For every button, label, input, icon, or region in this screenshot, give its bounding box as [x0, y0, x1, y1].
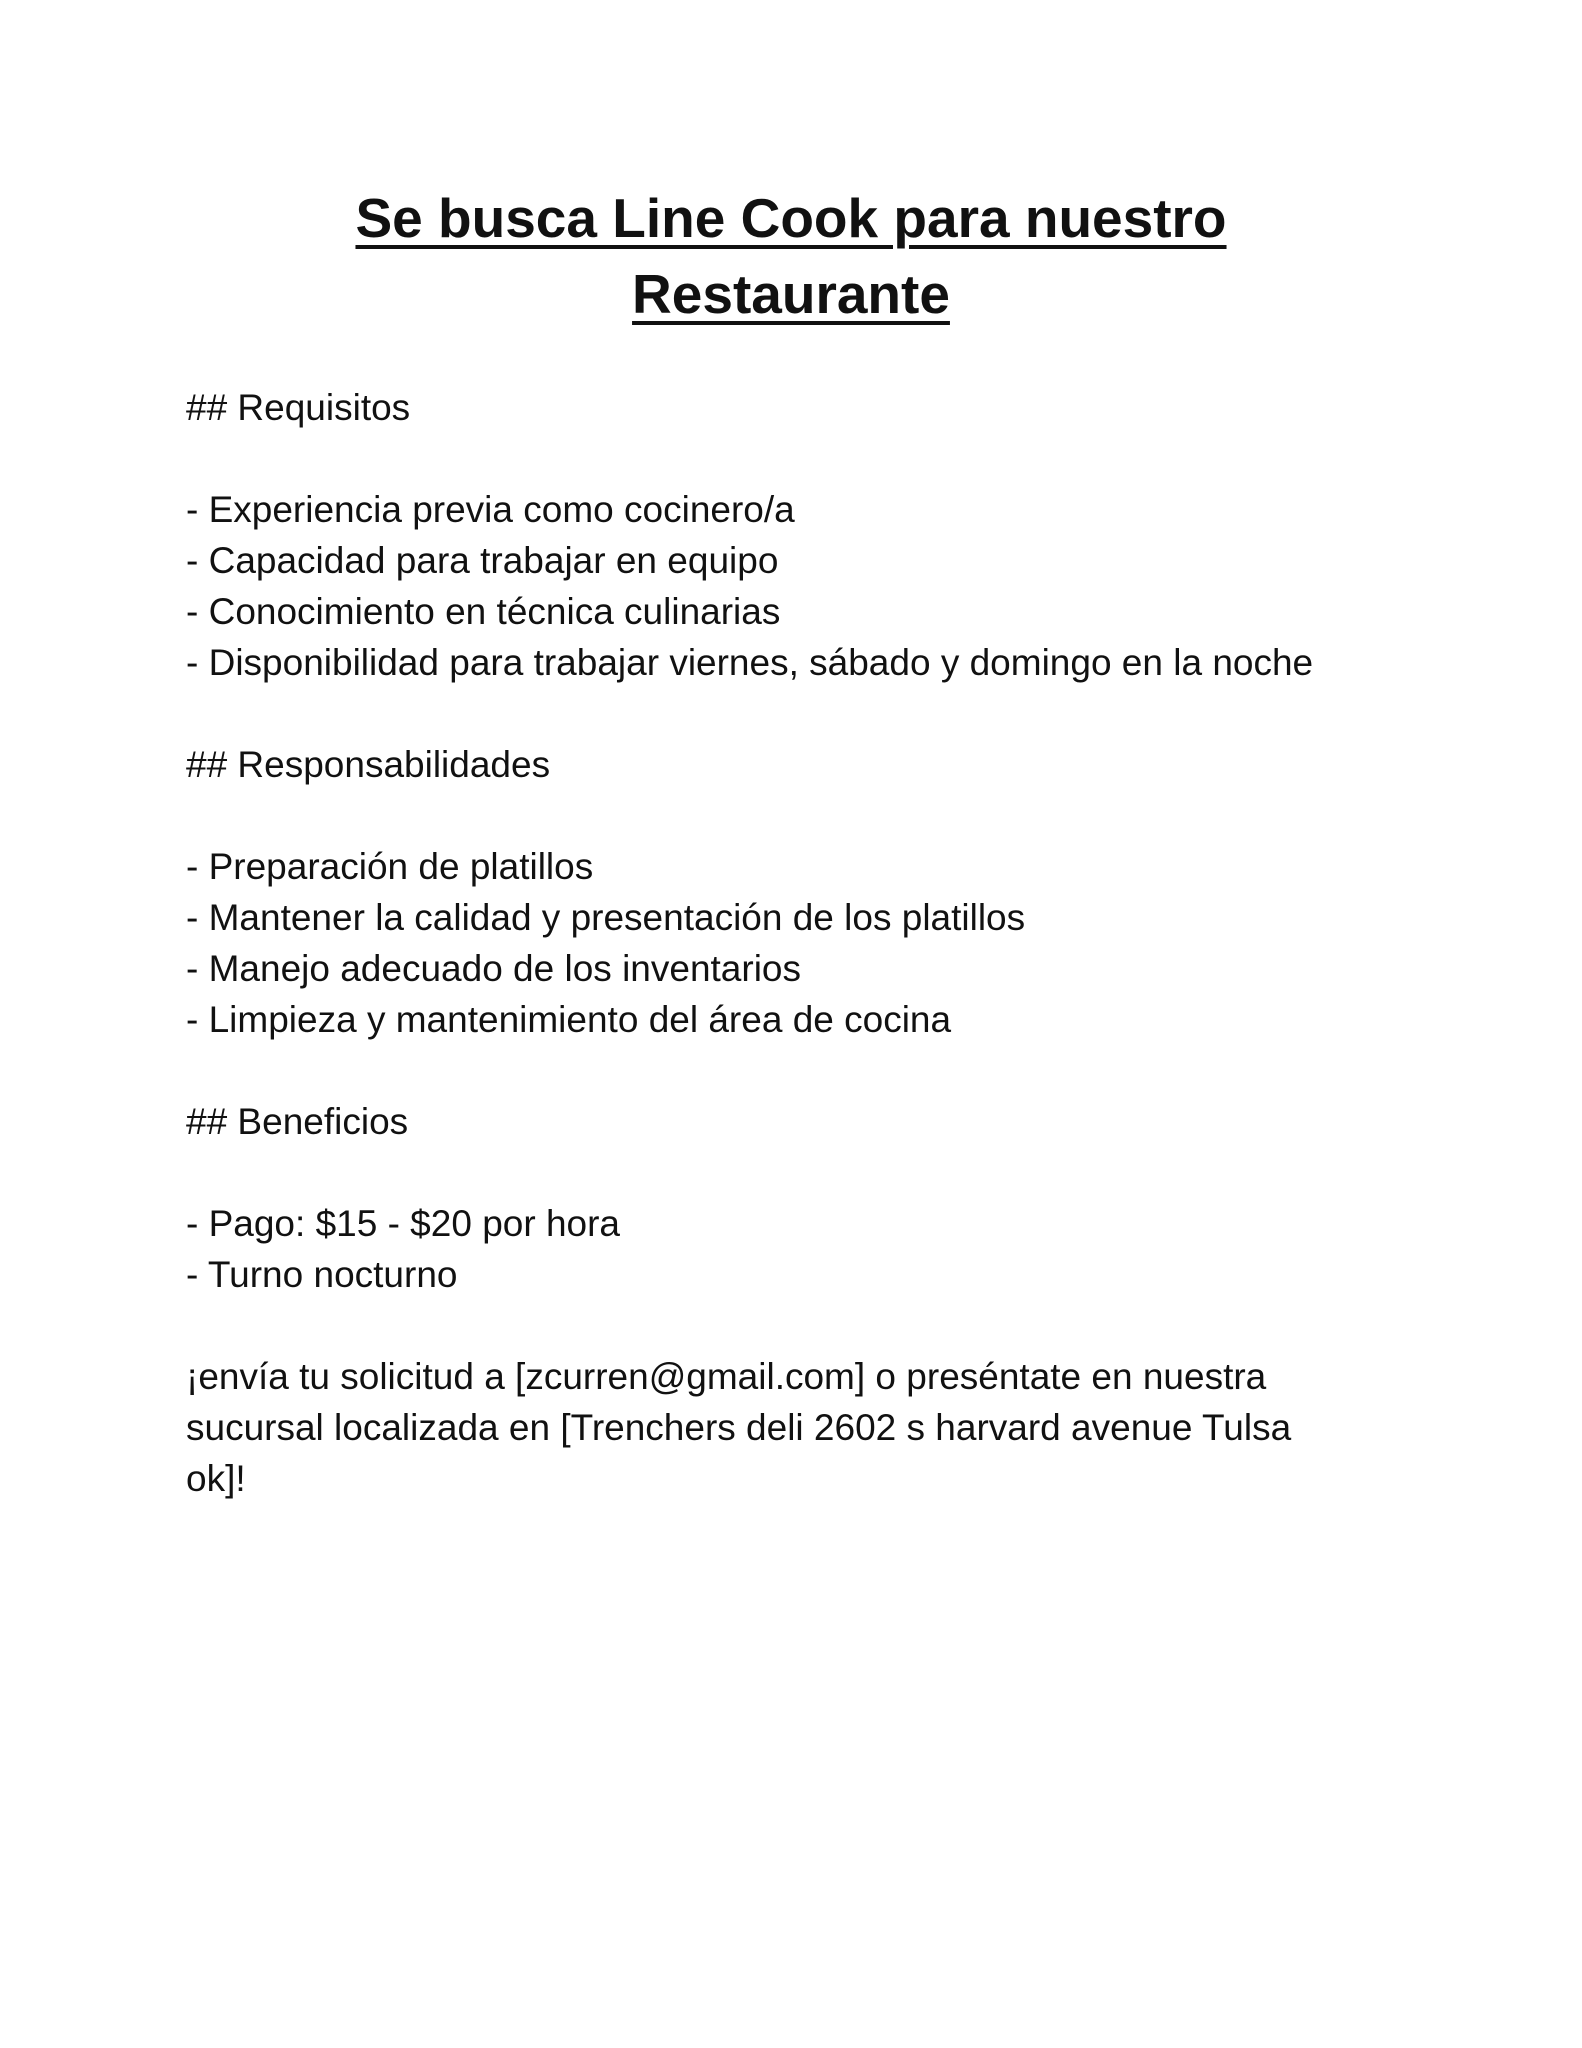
responsabilidades-list [186, 841, 1406, 1045]
page-title [0, 180, 1582, 332]
list-item: - Experiencia previa como cocinero/a [186, 489, 795, 530]
document-body [186, 382, 1406, 1504]
title-line-1: Se busca Line Cook para nuestro [355, 187, 1227, 249]
title-line-2: Restaurante [632, 263, 950, 325]
list-item: - Preparación de platillos [186, 846, 594, 887]
requisitos-list [186, 484, 1406, 688]
closing-line-3: ok]! [186, 1458, 246, 1499]
list-item: - Pago: $15 - $20 por hora [186, 1203, 621, 1244]
section-responsabilidades [186, 739, 1406, 1045]
section-heading-beneficios: ## Beneficios [186, 1101, 409, 1142]
list-item: - Limpieza y mantenimiento del área de cocina [186, 999, 952, 1040]
section-heading-responsabilidades: ## Responsabilidades [186, 744, 551, 785]
list-item: - Conocimiento en técnica culinarias [186, 591, 781, 632]
closing-line-2: sucursal localizada en [Trenchers deli 2602 s harvard avenue Tulsa [186, 1407, 1292, 1448]
spacer [186, 1147, 1406, 1198]
list-item: - Capacidad para trabajar en equipo [186, 540, 779, 581]
section-requisitos [186, 382, 1406, 688]
list-item: - Mantener la calidad y presentación de los platillos [186, 897, 1026, 938]
spacer [186, 790, 1406, 841]
closing-paragraph [186, 1351, 1406, 1504]
list-item: - Manejo adecuado de los inventarios [186, 948, 801, 989]
list-item: - Disponibilidad para trabajar viernes, sábado y domingo en la noche [186, 642, 1314, 683]
list-item: - Turno nocturno [186, 1254, 458, 1295]
section-beneficios [186, 1096, 1406, 1300]
beneficios-list [186, 1198, 1406, 1300]
section-heading-requisitos: ## Requisitos [186, 387, 411, 428]
spacer [186, 1045, 1406, 1096]
spacer [186, 1300, 1406, 1351]
spacer [186, 433, 1406, 484]
closing-line-1: ¡envía tu solicitud a [zcurren@gmail.com] o preséntate en nuestra [186, 1356, 1267, 1397]
spacer [186, 688, 1406, 739]
